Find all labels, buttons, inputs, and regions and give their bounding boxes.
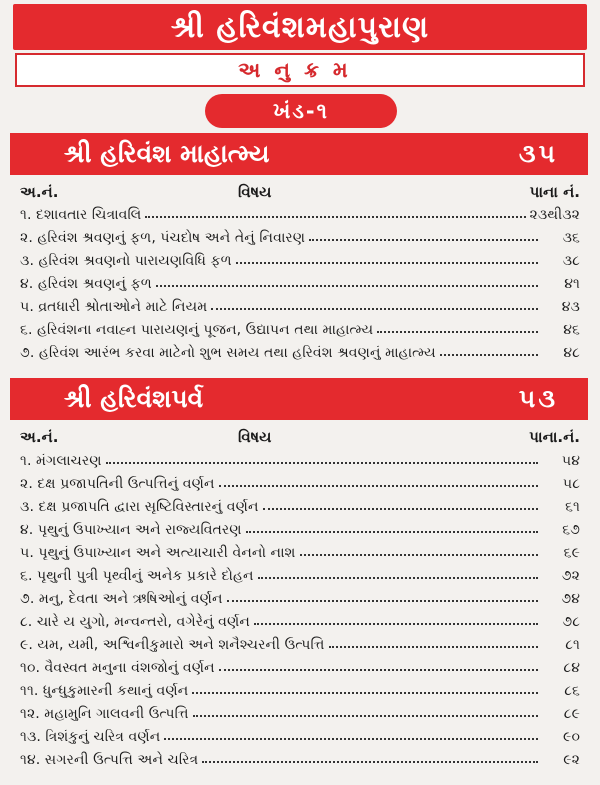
toc-entry-page: ૪૬: [563, 322, 580, 338]
dot-leader: [164, 736, 538, 740]
toc-entry: [20, 446, 580, 469]
toc-entry-page: ૬૭: [562, 522, 580, 538]
dot-leader: [329, 644, 538, 648]
toc-entry: [20, 630, 580, 653]
toc-entry-page: ૩૮: [562, 253, 580, 269]
toc-entry-page: ૭૮: [562, 614, 580, 630]
section-banner-mahatmya: [10, 133, 588, 175]
toc-entry-title: ૧૪. સગરની ઉત્પત્તિ અને ચરિત્ર: [20, 752, 199, 768]
toc-entry-title: ૬. હરિવંશના નવાહ્ન પારાયણનું પૂજન, ઉદ્યાપન તથા માહાત્મ્ય: [20, 322, 374, 338]
toc-entry-page: ૮૯: [563, 706, 580, 722]
toc-entry-title: ૩. હરિવંશ શ્રવણનો પારાયણવિધિ ફળ: [20, 253, 232, 269]
dot-leader: [219, 667, 538, 671]
section-page-number: ૫૩: [518, 384, 558, 413]
toc-entry: [20, 745, 580, 768]
toc-entry: [20, 676, 580, 699]
toc-entry-title: ૯. યમ, યમી, અશ્વિનીકુમારો અને શનૈશ્ચરની ઉત્પત્તિ: [20, 637, 325, 653]
toc-entry: [20, 722, 580, 745]
toc-entry: [20, 269, 580, 292]
dot-leader: [227, 598, 538, 602]
dot-leader: [211, 306, 538, 310]
toc-entry-page: ૪૩: [561, 299, 580, 315]
toc-entry-title: ૭. હરિવંશ આરંભ કરવા માટેનો શુભ સમય તથા હરિવંશ શ્રવણનું માહાત્મ્ય: [20, 345, 436, 361]
toc-list-harivanshparva: [20, 446, 580, 768]
toc-entry-page: ૪૧: [564, 276, 580, 292]
toc-entry: [20, 607, 580, 630]
toc-entry-page: ૭૪: [561, 591, 580, 607]
dot-leader: [156, 283, 538, 287]
khand-pill: [205, 94, 397, 128]
index-heading: અનુક્રમ: [238, 57, 362, 82]
toc-entry-title: ૫. પૃથુનું ઉપાખ્યાન અને અત્યાચારી વેનનો નાશ: [20, 545, 296, 561]
section-banner-harivanshparva: [10, 378, 588, 420]
toc-entry-title: ૨. દક્ષ પ્રજાપતિની ઉત્પત્તિનું વર્ણન: [20, 476, 215, 492]
toc-entry: [20, 200, 580, 223]
toc-entry: [20, 515, 580, 538]
dot-leader: [258, 575, 538, 579]
toc-entry-title: ૧૦. વૈવસ્વત મનુના વંશજોનું વર્ણન: [20, 660, 215, 676]
dot-leader: [440, 352, 538, 356]
dot-leader: [236, 260, 538, 264]
dot-leader: [300, 552, 539, 556]
toc-entry-page: ૫૪: [561, 453, 580, 469]
book-title: શ્રી હરિવંશમહાપુરાણ: [170, 9, 430, 45]
dot-leader: [202, 759, 538, 763]
toc-entry-title: ૧. દશાવતાર ચિત્રાવલિ: [20, 207, 142, 223]
toc-entry-title: ૫. વ્રતધારી શ્રોતાઓને માટે નિયમ: [20, 299, 208, 315]
toc-entry-page: ૫૮: [562, 476, 580, 492]
dot-leader: [145, 214, 525, 218]
toc-entry: [20, 699, 580, 722]
toc-entry-page: ૮૧: [565, 637, 580, 653]
toc-entry-page: ૯૦: [563, 729, 580, 745]
column-header-page: પાના નં.: [529, 183, 580, 201]
toc-entry-title: ૨. હરિવંશ શ્રવણનું ફળ, પંચદોષ અને તેનું નિવારણ: [20, 230, 306, 246]
dot-leader: [246, 529, 538, 533]
dot-leader: [254, 621, 538, 625]
section-title: શ્રી હરિવંશપર્વ: [64, 384, 204, 413]
toc-entry: [20, 292, 580, 315]
toc-entry-page: ૬૯: [563, 545, 580, 561]
column-header-subject: વિષય: [238, 428, 272, 446]
column-headers: [20, 428, 580, 448]
toc-entry: [20, 223, 580, 246]
column-header-page: પાના.નં.: [529, 428, 580, 446]
toc-entry: [20, 338, 580, 361]
dot-leader: [219, 483, 538, 487]
book-title-banner: [13, 4, 587, 50]
toc-entry-title: ૮. ચારે ય યુગો, મન્વન્તરો, વગેરેનું વર્ણન: [20, 614, 250, 630]
toc-entry: [20, 538, 580, 561]
toc-entry-page: ૪૮: [563, 345, 580, 361]
toc-entry-title: ૧૩. ત્રિશંકુનું ચરિત્ર વર્ણન: [20, 729, 161, 745]
section-page-number: ૩૫: [518, 139, 558, 168]
dot-leader: [309, 237, 538, 241]
toc-entry-title: ૧૨. મહામુનિ ગાલવની ઉત્પત્તિ: [20, 706, 189, 722]
toc-entry: [20, 246, 580, 269]
dot-leader: [192, 690, 538, 694]
toc-entry: [20, 492, 580, 515]
toc-entry: [20, 469, 580, 492]
toc-entry-title: ૬. પૃથુની પુત્રી પૃથ્વીનું અનેક પ્રકારે દોહન: [20, 568, 254, 584]
toc-entry-title: ૧૧. ધુન્ધુકુમારની કથાનું વર્ણન: [20, 683, 189, 699]
toc-entry-title: ૩. દક્ષ પ્રજાપતિ દ્વારા સૃષ્ટિવિસ્તારનું વર્ણન: [20, 499, 259, 515]
dot-leader: [193, 713, 538, 717]
toc-entry-page: ૭૨: [561, 568, 580, 584]
dot-leader: [377, 329, 538, 333]
column-header-number: અ.નં.: [20, 183, 59, 201]
toc-entry-title: ૭. મનુ, દેવતા અને ઋષિઓનું વર્ણન: [20, 591, 223, 607]
toc-entry: [20, 584, 580, 607]
toc-entry-title: ૧. મંગલાચરણ: [20, 453, 102, 469]
toc-entry-page: ૯૨: [563, 752, 580, 768]
toc-list-mahatmya: [20, 200, 580, 361]
toc-entry: [20, 561, 580, 584]
dot-leader: [263, 506, 538, 510]
toc-entry-page: ૩૬: [562, 230, 580, 246]
index-heading-box: [15, 53, 585, 87]
toc-entry-page: ૬૧: [565, 499, 580, 515]
column-header-subject: વિષય: [238, 183, 272, 201]
toc-entry-page: ૮૬: [564, 683, 580, 699]
section-title: શ્રી હરિવંશ માહાત્મ્ય: [64, 139, 270, 168]
dot-leader: [106, 460, 538, 464]
toc-entry-title: ૪. હરિવંશ શ્રવણનું ફળ: [20, 276, 152, 292]
toc-entry-page: ૮૪: [563, 660, 580, 676]
khand-label: ખંડ-૧: [273, 98, 329, 123]
toc-entry: [20, 315, 580, 338]
column-header-number: અ.નં.: [20, 428, 59, 446]
toc-entry-page: ૨૩થી૩૨: [529, 207, 580, 223]
toc-entry: [20, 653, 580, 676]
toc-entry-title: ૪. પૃથુનું ઉપાખ્યાન અને રાજ્યવિતરણ: [20, 522, 242, 538]
